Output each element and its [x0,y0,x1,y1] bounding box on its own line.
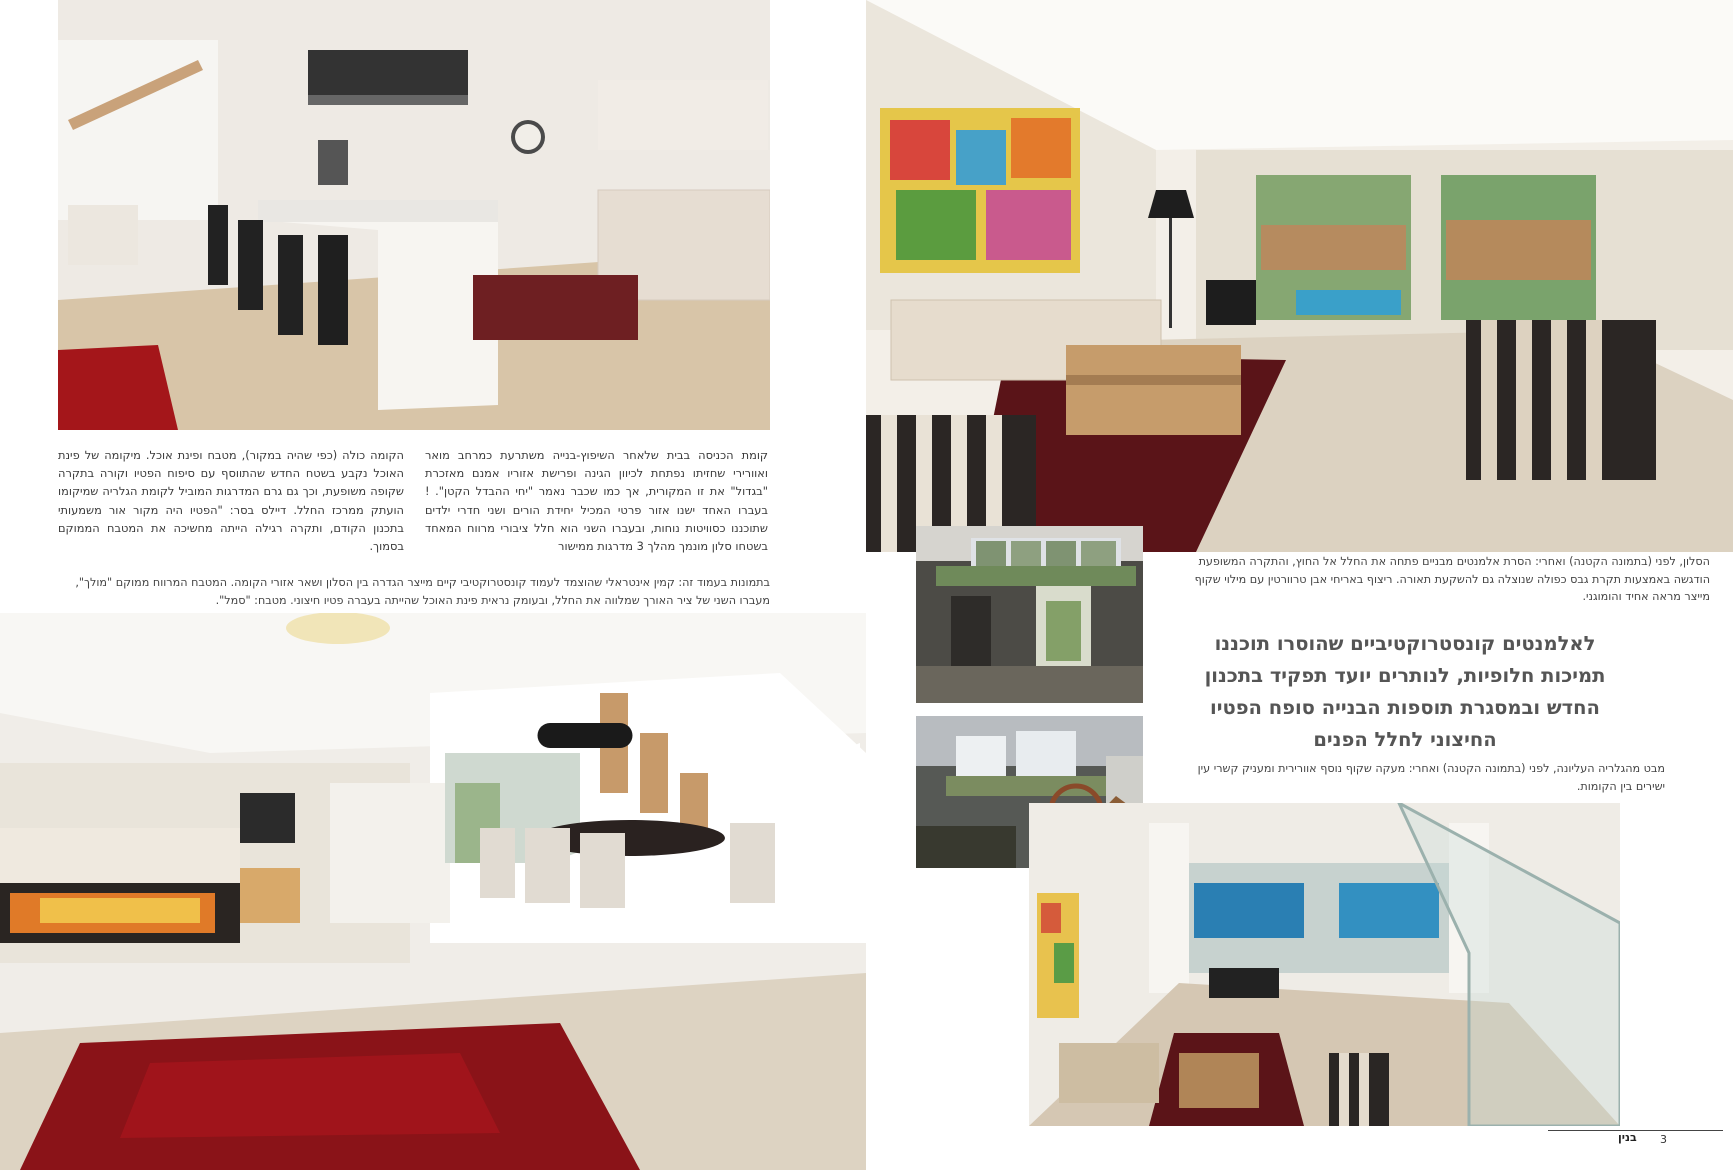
article-column-left: הקומה כולה (כפי שהיה במקור), מטבח ופינת אוכל. מיקומה של פינת האוכל נקבע בשטח החדש שהתווסף עם סיפוח הפטיו וקורה בתקרה שקופה משופעת, וכך גם גרם המדרגות המוביל לקומת הגלריה שמיקומו הועתק ממרכז החלל. דיילס בסר: "הפטיו היה מקור אור משמעותי בתכנון הקודם, ותקרה רגילה הייתה מחשיכה את המטבח הממוקם בסמוך. [58,448,404,554]
page-number: 3 [1660,1133,1667,1146]
article-column-right: קומת הכניסה בבית שלאחר השיפוץ-בנייה משתרעת כמרחב מואר ואוורירי שחזיתו נפתחת לכיוון הגינה ופרישת אזוריו אמנם מאזכרת "בגדול" את זו המקורית, אך כמו שכבר נאמר "יחי ההבדל הקטן". ! בעברו האחד ישנו אזור פרטי המכיל יחידת הורים ושני חדרי ילדים שתוכננו כסוויטות נוחות, ובעברו השני הוא חלל ציבורי מרווח המאחד בשטחו סלון מונמך מהלך 3 מדרגות ממישור [425,448,768,554]
fireplace-dining-photo [0,613,866,1170]
before-photo-living [916,526,1143,703]
kitchen-photo [58,0,770,430]
living-room-caption: הסלון, לפני (בתמונה הקטנה) ואחרי: הסרת אלמנטים מבניים פתחה את החלל אל החוץ, והתקרה המשופעת הודגשה באמצעות תקרת גבס כפולה שנוצלה גם להשקעת תאורה. ריצוף באריחי אבן טרוורטין עם מילוי שקוף מייצר מראה אחיד והומוגני. [1194,555,1710,603]
pull-quote: לאלמנטים קונסטרוקטיביים שהוסרו תוכננו תמיכות חלופיות, לנותרים יועד תפקיד בתכנון החדש ובמסגרת תוספות הבנייה סופח הפטיו החיצוני לחלל הפנים [1204,632,1606,751]
gallery-view-photo [1029,803,1620,1126]
kitchen-photo-caption: בתמונות בעמוד זה: קמין אינטראלי שהוצמד לעמוד קונסטרוקטיבי קיים מייצר הגדרה בין הסלון ושאר אזורי הקומה. המטבח המרווח ממוקם "מולך", מעברו השני של ציר האורך שמלווה את החלל, ובעומק נראית פינת האוכל שהייתה בעברה פטיו חיצוני. מטבח: "סמל". [75,576,770,607]
living-room-photo [866,0,1733,552]
gallery-caption: מבט מהגלריה העליונה, לפני (בתמונה הקטנה) ואחרי: מעקה שקוף נוסף אוורירית ומעניק קשרי עין ישירים בין הקומות. [1197,762,1665,793]
magazine-logo: בנין [1618,1131,1637,1144]
